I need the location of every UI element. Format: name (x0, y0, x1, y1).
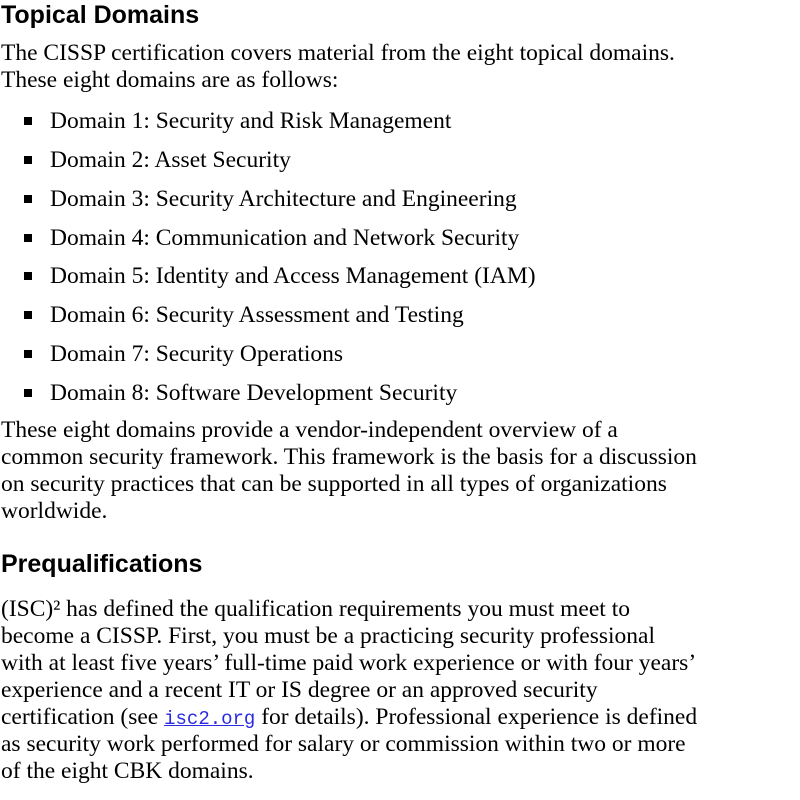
paragraph-line: (ISC)² has defined the qualification requirements you must meet to (1, 596, 630, 622)
paragraph-line: experience and a recent IT or IS degree or an approved security (1, 677, 598, 703)
list-item-label: Domain 2: Asset Security (50, 147, 291, 173)
link-line-before: certification (see (1, 704, 165, 730)
link-line-after: for details). Professional experience is defined (255, 704, 698, 730)
list-item-label: Domain 5: Identity and Access Management (IAM) (50, 263, 536, 289)
paragraph-line: as security work performed for salary or commission within two or more (1, 731, 686, 757)
paragraph-line: These eight domains are as follows: (1, 67, 339, 93)
list-item-label: Domain 6: Security Assessment and Testing (50, 302, 464, 328)
paragraph-line: The CISSP certification covers material from the eight topical domains. (1, 40, 675, 66)
isc2-link[interactable]: isc2.org (164, 708, 256, 730)
paragraph-line-with-link (1, 704, 697, 733)
square-bullet-icon (24, 195, 32, 203)
list-item-label: Domain 4: Communication and Network Security (50, 225, 520, 251)
square-bullet-icon (24, 389, 32, 397)
paragraph-line: with at least five years’ full-time paid work experience or with four years’ (1, 650, 697, 676)
square-bullet-icon (24, 117, 32, 125)
square-bullet-icon (24, 311, 32, 319)
list-item-label: Domain 7: Security Operations (50, 341, 344, 367)
list-item-label: Domain 3: Security Architecture and Engineering (50, 186, 517, 212)
paragraph-line: worldwide. (1, 498, 108, 524)
list-item-label: Domain 1: Security and Risk Management (50, 108, 452, 134)
square-bullet-icon (24, 234, 32, 242)
paragraph-line: of the eight CBK domains. (1, 758, 254, 784)
section-heading-topical-domains: Topical Domains (1, 1, 200, 29)
list-item-label: Domain 8: Software Development Security (50, 380, 458, 406)
paragraph-line: become a CISSP. First, you must be a practicing security professional (1, 623, 655, 649)
square-bullet-icon (24, 272, 32, 280)
square-bullet-icon (24, 350, 32, 358)
section-heading-prequalifications: Prequalifications (1, 550, 203, 578)
paragraph-line: These eight domains provide a vendor-independent overview of a (1, 417, 618, 443)
paragraph-line: on security practices that can be supported in all types of organizations (1, 471, 667, 497)
paragraph-line: common security framework. This framework is the basis for a discussion (1, 444, 697, 470)
square-bullet-icon (24, 156, 32, 164)
